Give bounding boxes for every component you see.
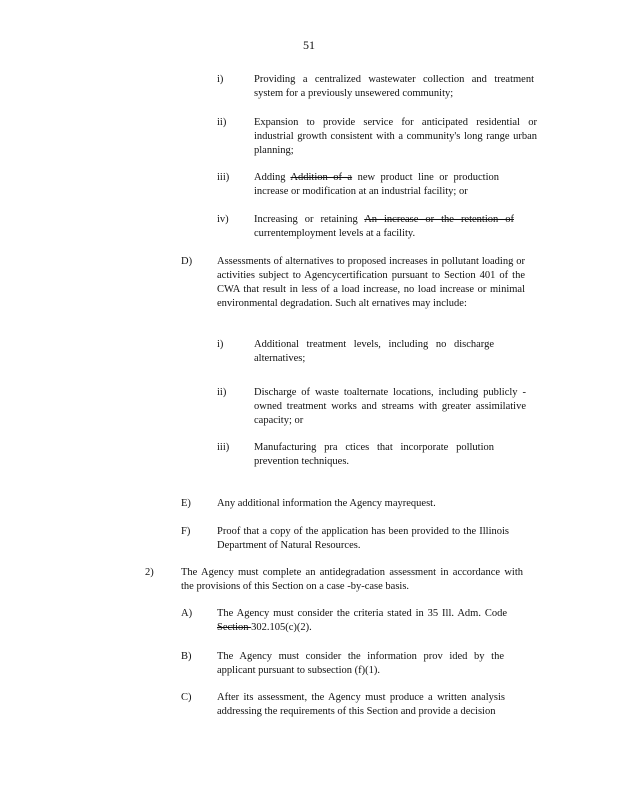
item-marker: iii) [217, 442, 230, 453]
item-marker: ii) [217, 387, 227, 398]
item-marker: F) [181, 526, 191, 537]
item-marker: 2) [145, 567, 154, 578]
item-marker: A) [181, 608, 193, 619]
item-text: Expansion to provide service for anticipated residential or industrial growth consistent with a community's long range urban planning; [254, 117, 537, 156]
item-text: Any additional information the Agency mayrequest. [217, 498, 436, 509]
item-text: Manufacturing pra ctices that incorporate pollution prevention techniques. [254, 442, 494, 467]
item-marker: E) [181, 498, 191, 509]
item-marker: i) [217, 339, 224, 350]
item-marker: ii) [217, 117, 227, 128]
item-marker: C) [181, 692, 192, 703]
item-marker: B) [181, 651, 192, 662]
struck-text: Section [217, 622, 252, 633]
item-text: Additional treatment levels, including no discharge alternatives; [254, 339, 494, 364]
item-text [254, 213, 514, 241]
item-text: Discharge of waste toalternate locations, including publicly -owned treatment works and streams with greater assimilative capacity; or [254, 387, 526, 426]
inserted-text: currentemployment levels at a facility. [254, 228, 416, 239]
item-text: Assessments of alternatives to proposed increases in pollutant loading or activities subject to Agencycertification pursuant to Section 401 of the CWA that result in less of a load increase, no load increase or minimal environmental degradation. Such alt ernatives may include: [217, 256, 525, 309]
struck-text: Addition of a [290, 172, 353, 183]
inserted-text: 302.105(c)(2). [251, 622, 312, 633]
item-text: Proof that a copy of the application has been provided to the Illinois Department of Natural Resources. [217, 526, 509, 551]
inserted-text: The Agency must consider the criteria stated in 35 Ill. Adm. Code [217, 608, 507, 619]
item-text: Providing a centralized wastewater collection and treatment system for a previously unsewered community; [254, 74, 534, 99]
inserted-text: new product line or production increase or modification at an industrial facility; or [254, 172, 499, 197]
item-text: The Agency must consider the information prov ided by the applicant pursuant to subsection (f)(1). [217, 651, 504, 676]
item-marker: iv) [217, 214, 229, 225]
item-text: The Agency must complete an antidegradation assessment in accordance with the provisions of this Section on a case -by-case basis. [181, 567, 523, 592]
item-marker: D) [181, 256, 193, 267]
item-text [254, 171, 499, 199]
struck-text: An increase or the retention of [364, 214, 514, 225]
item-marker: iii) [217, 172, 230, 183]
page-number: 51 [303, 38, 315, 52]
inserted-text: Increasing or retaining [254, 214, 365, 225]
item-text: After its assessment, the Agency must produce a written analysis addressing the requirements of this Section and provide a decision [217, 692, 505, 717]
inserted-text: Adding [254, 172, 291, 183]
item-marker: i) [217, 74, 224, 85]
item-text [217, 607, 507, 635]
